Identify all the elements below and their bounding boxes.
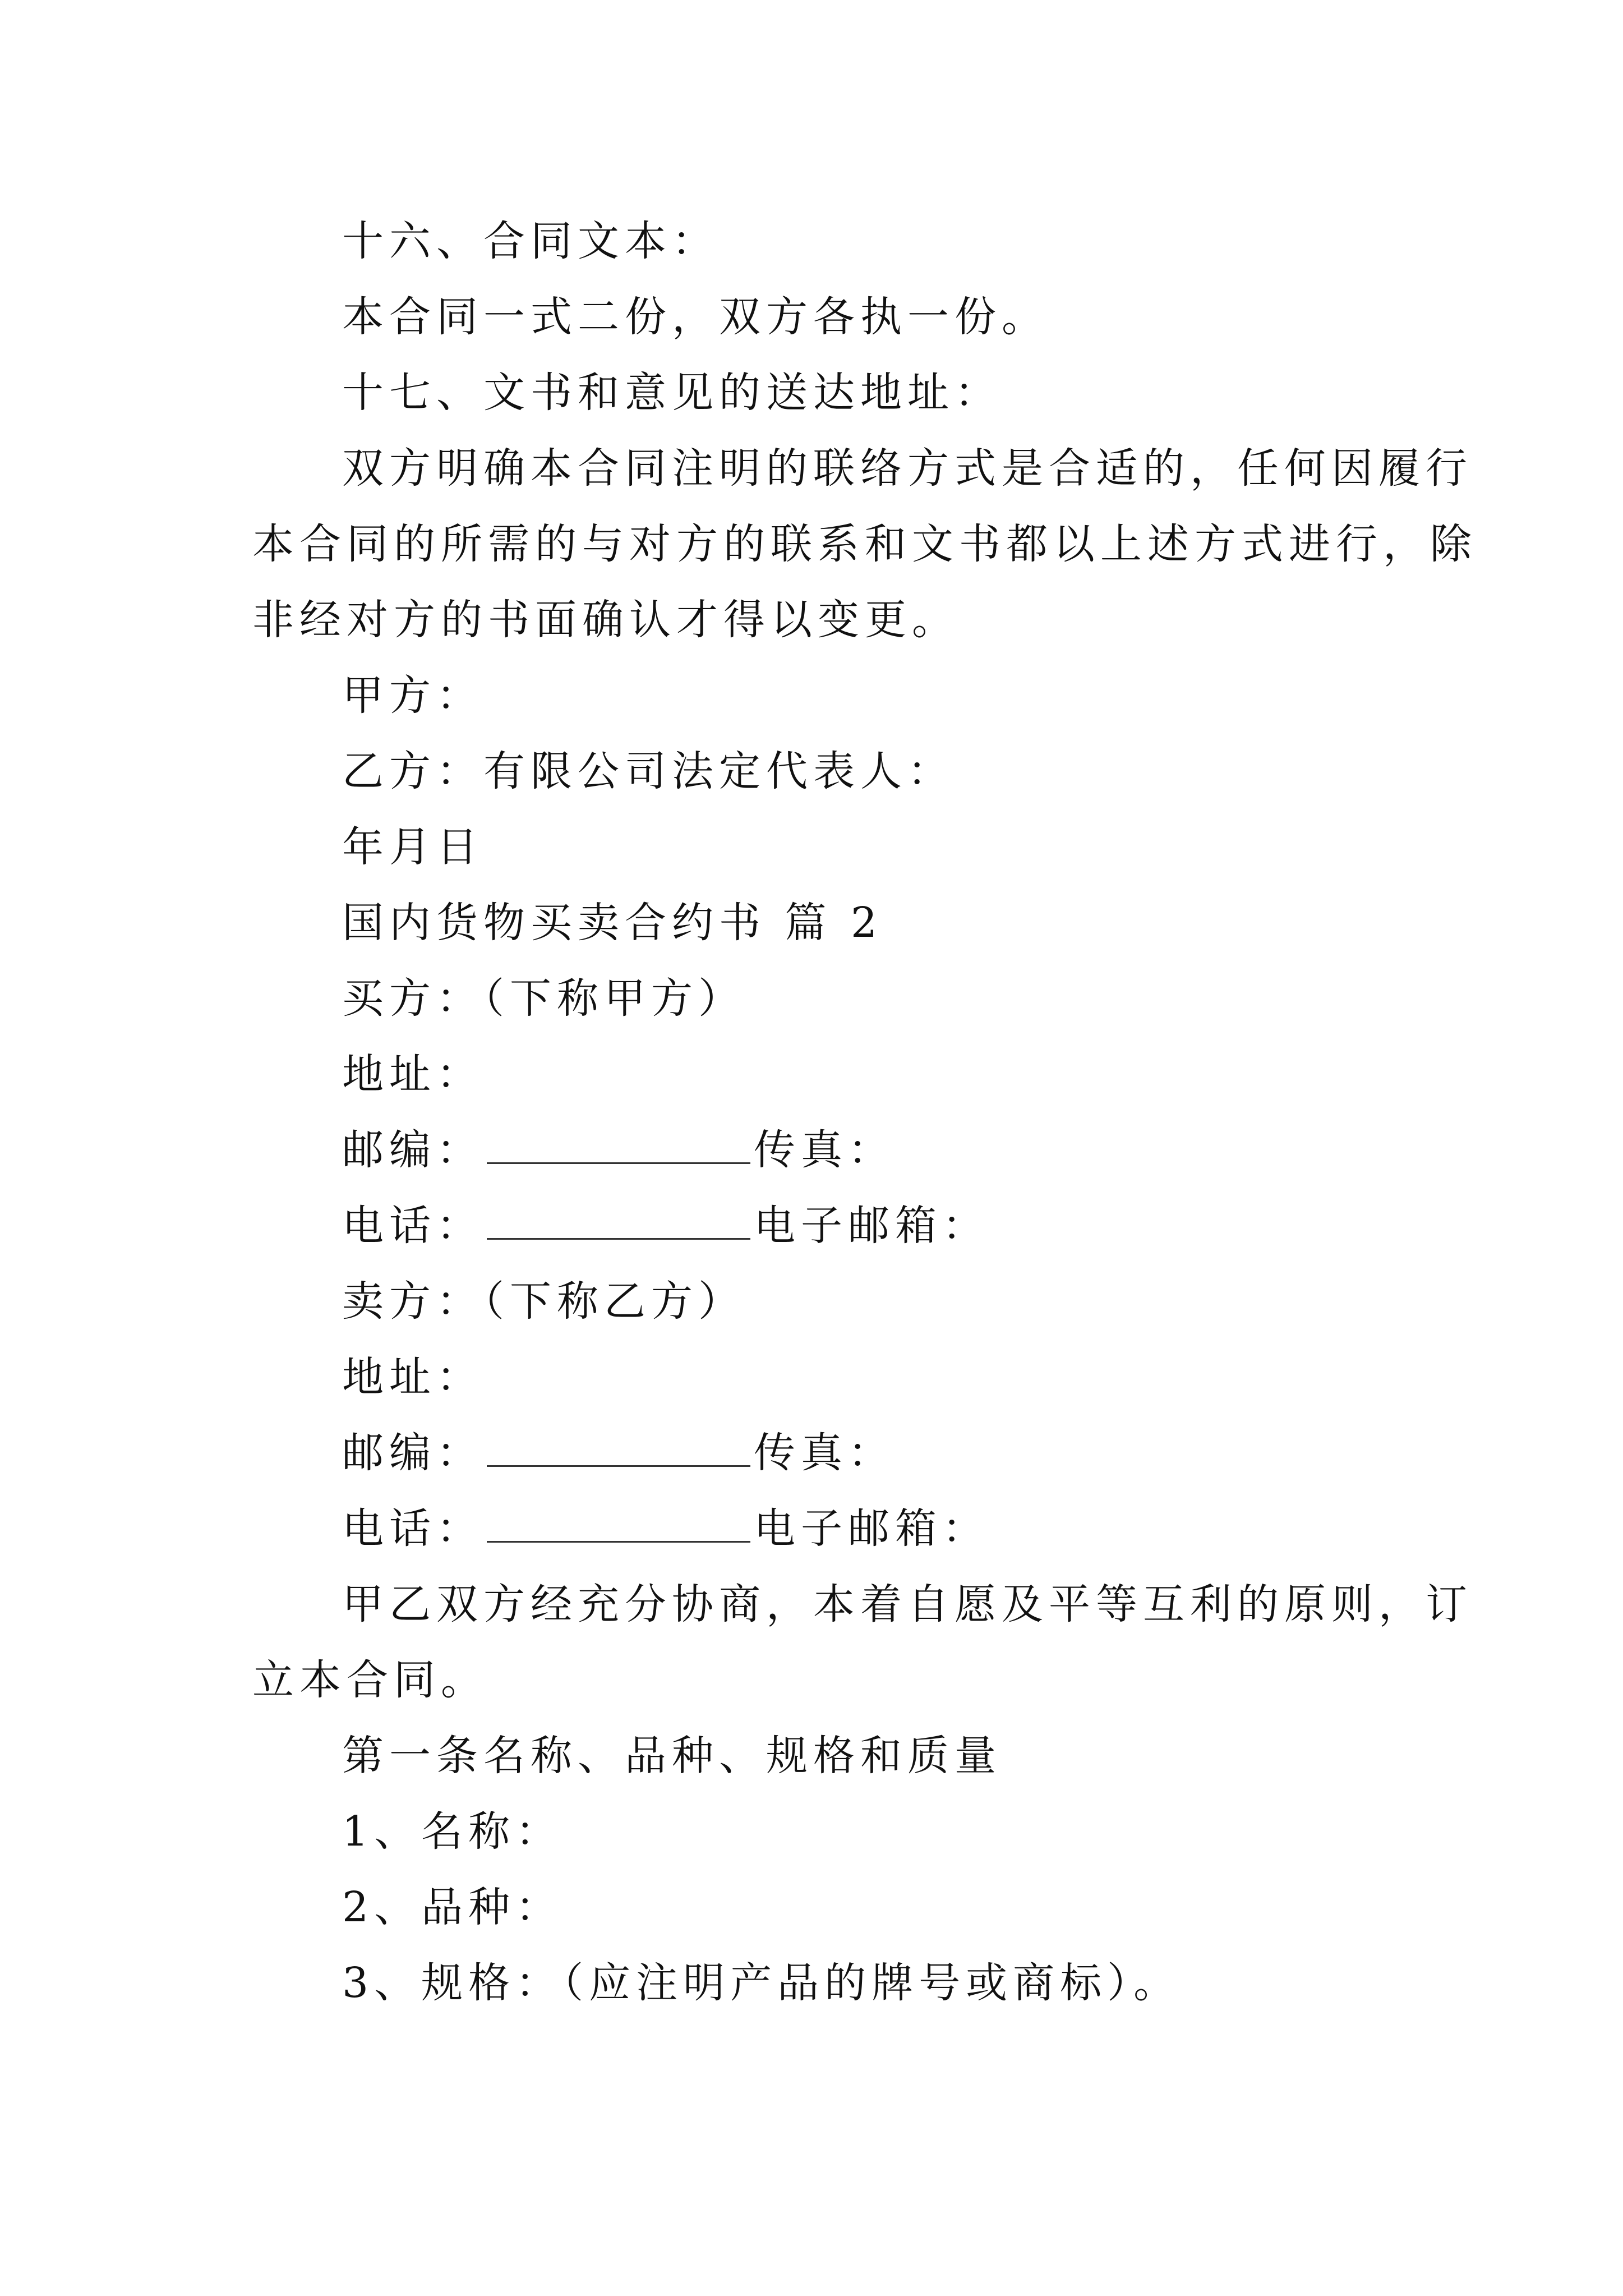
paragraph-line: 立本合同。 xyxy=(252,1656,488,1704)
fax-label: 传真： xyxy=(754,1429,895,1477)
seller-phone-email-line xyxy=(342,1504,989,1553)
paragraph-line: 甲乙双方经充分协商，本着自愿及平等互利的原则，订 xyxy=(342,1580,1473,1628)
buyer-address-label: 地址： xyxy=(342,1050,483,1098)
paragraph-line: 本合同一式二份，双方各执一份。 xyxy=(342,293,1049,341)
buyer-phone-email-line xyxy=(342,1202,989,1250)
section-heading-16: 十六、合同文本： xyxy=(342,217,719,265)
seller-postcode-fax-line xyxy=(342,1429,895,1477)
email-label: 电子邮箱： xyxy=(754,1202,989,1250)
article-1-heading: 第一条名称、品种、规格和质量 xyxy=(342,1732,1002,1780)
phone-label: 电话： xyxy=(342,1504,483,1553)
buyer-postcode-fax-line xyxy=(342,1126,895,1174)
seller-address-label: 地址： xyxy=(342,1353,483,1401)
paragraph-line: 非经对方的书面确认才得以变更。 xyxy=(252,596,959,644)
phone-blank xyxy=(487,1235,750,1240)
email-label: 电子邮箱： xyxy=(754,1504,989,1553)
contract-title: 国内货物买卖合约书 篇 2 xyxy=(342,899,883,947)
postcode-label: 邮编： xyxy=(342,1429,483,1477)
seller-label: 卖方：（下称乙方） xyxy=(342,1277,745,1326)
party-b-label: 乙方：有限公司法定代表人： xyxy=(342,747,955,795)
section-heading-17: 十七、文书和意见的送达地址： xyxy=(342,369,1002,417)
fax-label: 传真： xyxy=(754,1126,895,1174)
phone-label: 电话： xyxy=(342,1202,483,1250)
paragraph-line: 本合同的所需的与对方的联系和文书都以上述方式进行，除 xyxy=(252,520,1477,568)
postcode-label: 邮编： xyxy=(342,1126,483,1174)
party-a-label: 甲方： xyxy=(342,671,483,720)
item-variety: 2、品种： xyxy=(342,1883,563,1931)
postcode-blank xyxy=(487,1159,750,1164)
paragraph-line: 双方明确本合同注明的联络方式是合适的，任何因履行 xyxy=(342,444,1473,493)
item-name: 1、名称： xyxy=(342,1807,563,1856)
phone-blank xyxy=(487,1538,750,1543)
buyer-label: 买方：（下称甲方） xyxy=(342,974,745,1023)
postcode-blank xyxy=(487,1462,750,1467)
item-specification: 3、规格：（应注明产品的牌号或商标）。 xyxy=(342,1959,1181,2007)
date-line: 年月日 xyxy=(342,823,483,871)
